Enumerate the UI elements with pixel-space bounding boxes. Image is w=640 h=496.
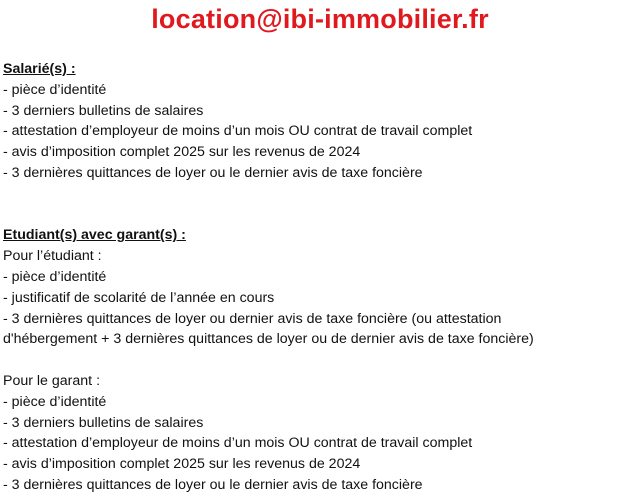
list-item: - 3 dernières quittances de loyer ou dernier avis de taxe foncière (ou attestation [3,310,502,327]
section-spacer [3,184,634,226]
list-item: - pièce d’identité [3,81,107,98]
section-spacer [3,350,634,371]
list-item: - attestation d’employeur de moins d’un mois OU contrat de travail complet [3,435,473,452]
guarantor-intro: Pour le garant : [3,372,101,389]
section-heading-students: Etudiant(s) avec garant(s) : [3,227,186,244]
list-item: - justificatif de scolarité de l’année en cours [3,289,275,306]
list-item: - 3 derniers bulletins de salaires [3,102,204,119]
list-item: - pièce d’identité [3,393,107,410]
contact-email: location@ibi-immobilier.fr [151,4,489,34]
list-item: d'hébergement + 3 dernières quittances de loyer ou de dernier avis de taxe foncière) [3,331,534,348]
list-item: - avis d’imposition complet 2025 sur les revenus de 2024 [3,456,361,473]
list-item: - 3 dernières quittances de loyer ou le dernier avis de taxe foncière [3,476,423,493]
list-item: - pièce d’identité [3,268,107,285]
list-item: - attestation d’employeur de moins d’un mois OU contrat de travail complet [3,123,473,140]
list-item: - avis d’imposition complet 2025 sur les revenus de 2024 [3,144,361,161]
list-item: - 3 derniers bulletins de salaires [3,414,204,431]
document-body [3,59,634,496]
student-intro: Pour l’étudiant : [3,248,102,265]
list-item: - 3 dernières quittances de loyer ou le dernier avis de taxe foncière [3,164,423,181]
section-heading-salaries: Salarié(s) : [3,61,76,77]
